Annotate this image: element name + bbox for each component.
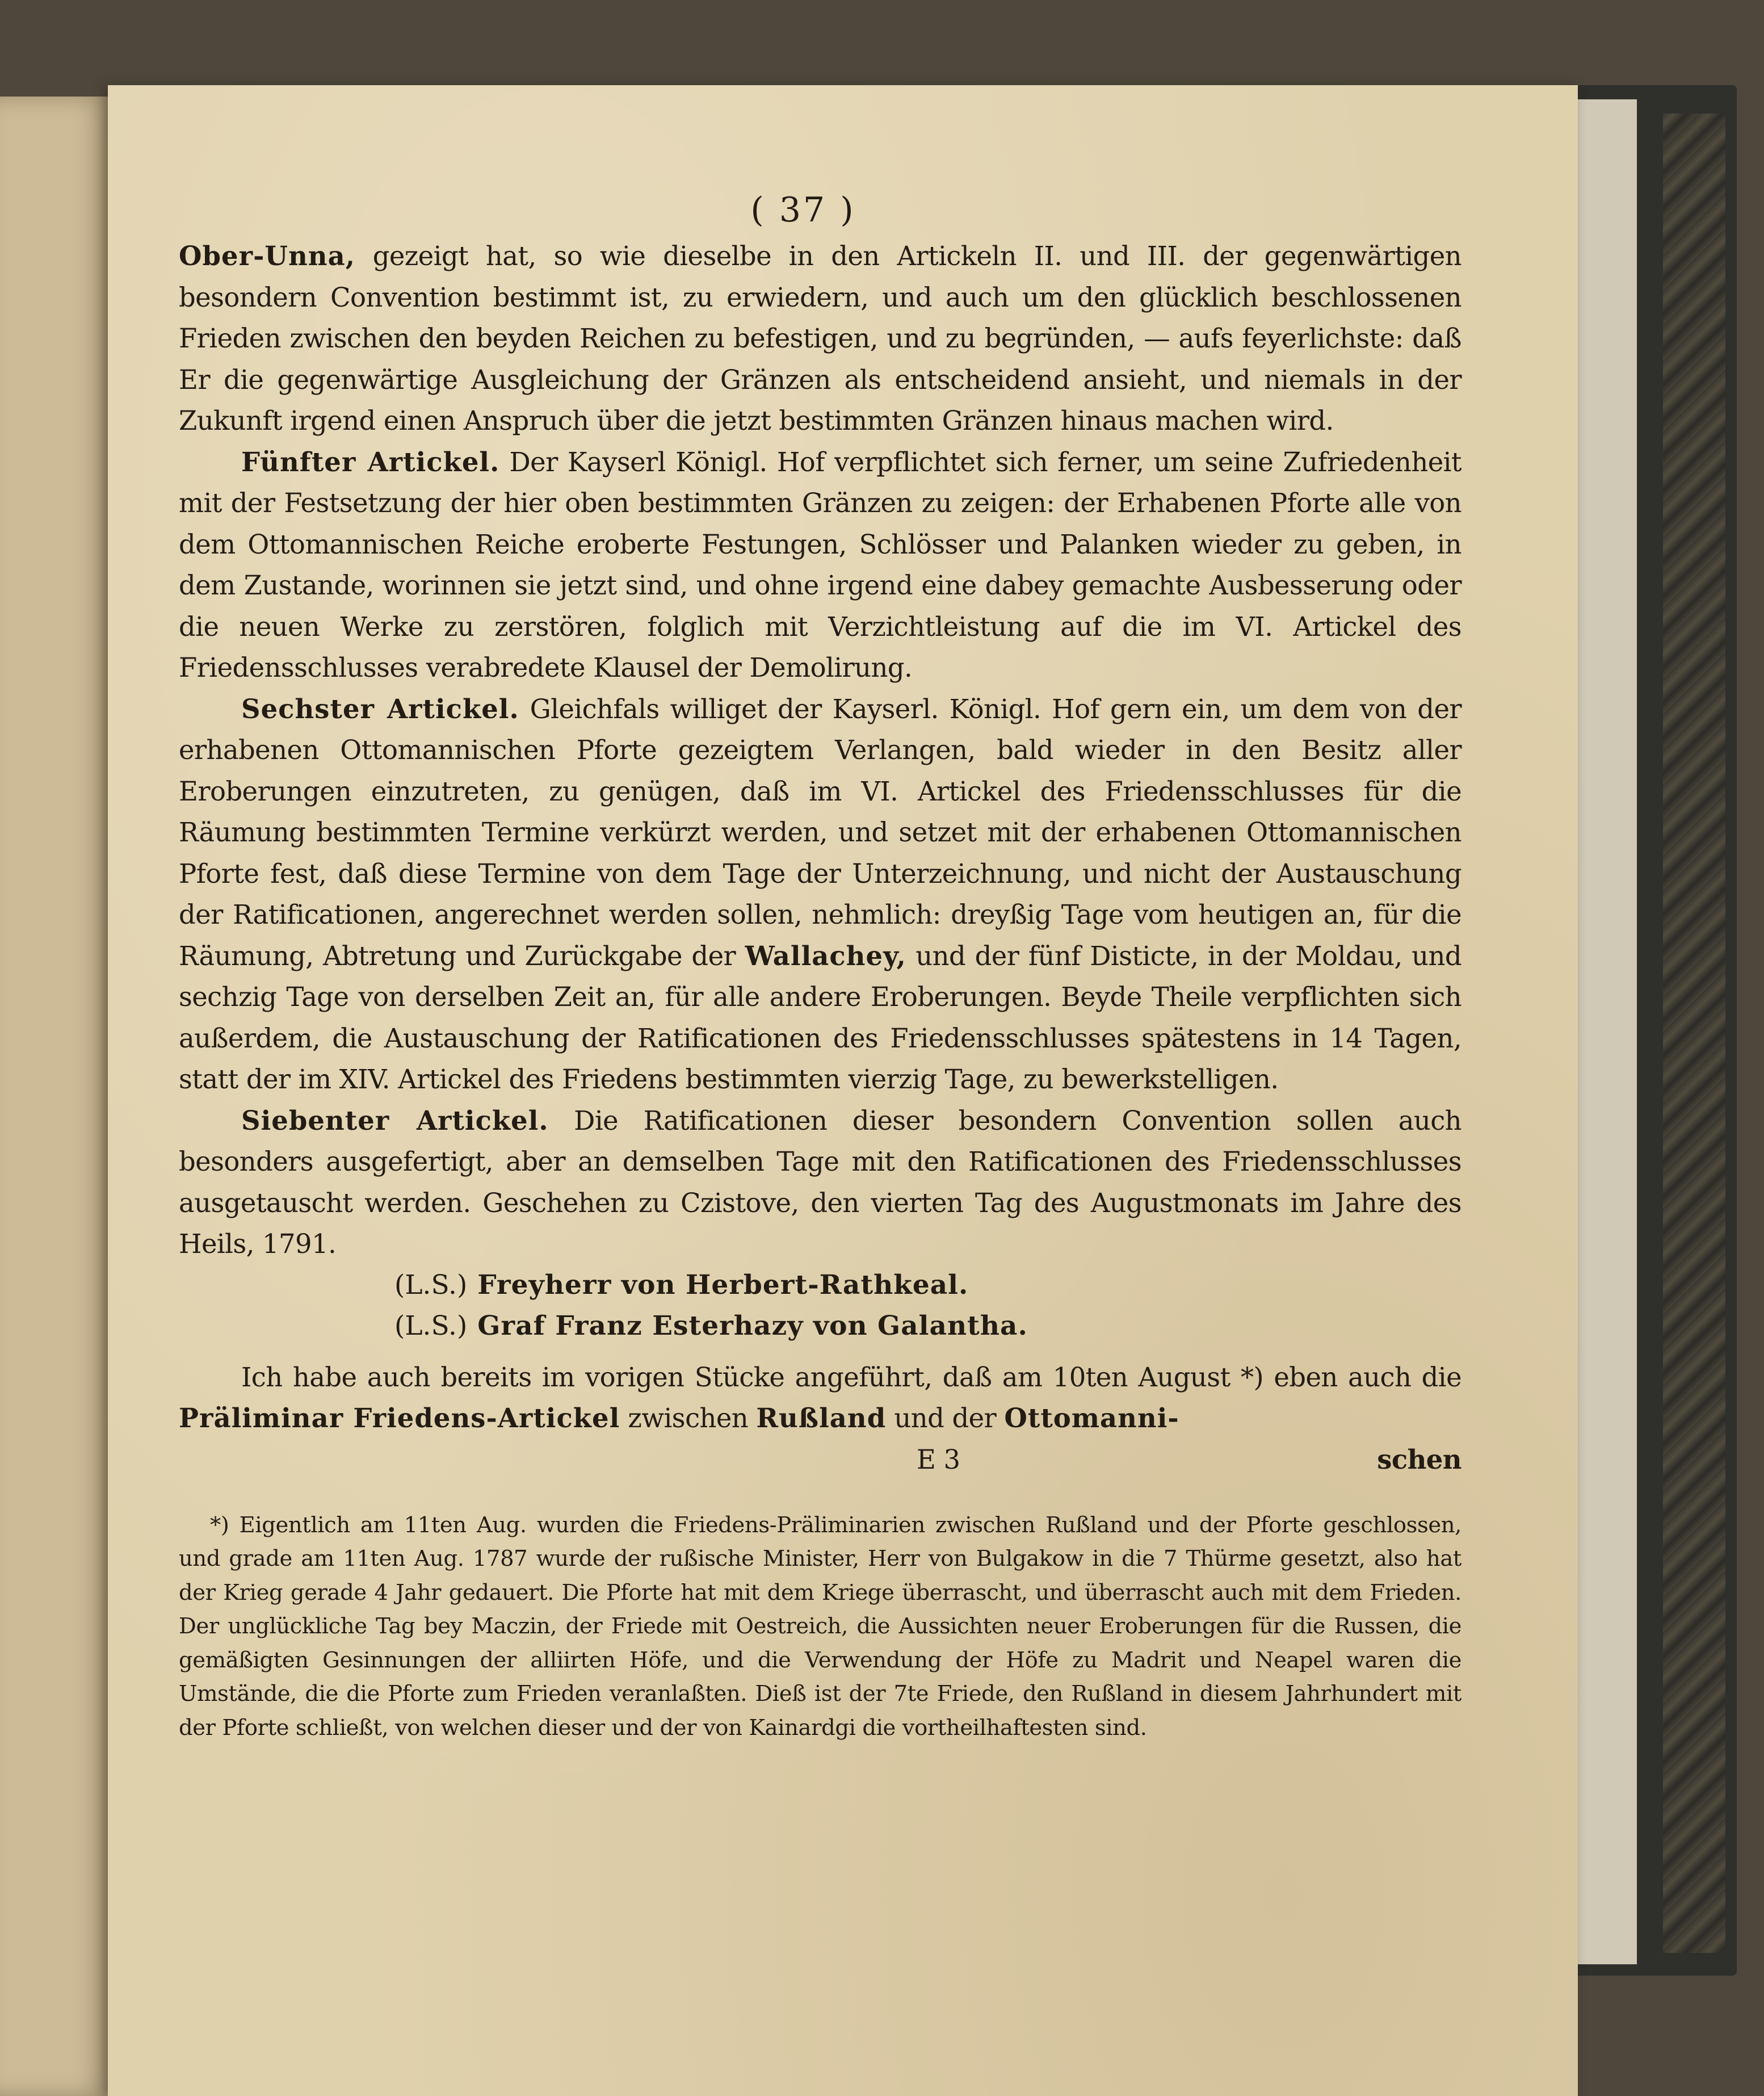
paragraph-article-5 <box>179 442 1461 689</box>
signature-line-1 <box>179 1265 1461 1306</box>
book-page <box>108 85 1578 2096</box>
emphasized-term: Präliminar Friedens-Artickel <box>179 1402 620 1433</box>
marbled-cover-edge <box>1663 114 1725 1953</box>
page-stack-edge <box>1572 99 1637 1964</box>
paragraph-text: Gleichfals williget der Kayserl. Königl. Hof gern ein, um dem von der erhabenen Ottomannischen Pforte gezeigtem Verlangen, bald wieder in den Besitz aller Eroberungen einzutreten, zu genügen, daß im VI. Artickel des Friedensschlusses für die Räumung bestimmten Termine verkürzt werden, und setzet mit der erhabenen Ottomannischen Pforte fest, daß diese Termine von dem Tage der Unterzeichnung, und nicht der Austauschung der Ratificationen, angerechnet werden sollen, nehmlich: dreyßig Tage vom heutigen an, für die Räumung, Abtretung und Zurückgabe der <box>179 693 1461 971</box>
page-content <box>179 190 1461 1745</box>
catchword: schen <box>1377 1443 1461 1475</box>
paragraph-text: und der fünf Disticte, in der Moldau, und sechzig Tage von derselben Zeit an, für alle andere Eroberungen. Beyde Theile verpflichten sich außerdem, die Austauschung der Ratificationen des Friedensschlusses spätestens in 14 Tagen, statt der im XIV. Artickel des Friedens bestimmten vierzig Tage, zu bewerkstelligen. <box>179 940 1462 1095</box>
closing-paragraph <box>179 1357 1461 1439</box>
seal-mark: (L.S.) <box>394 1269 468 1301</box>
paragraph-text: Ich habe auch bereits im vorigen Stücke angeführt, daß am 10ten August *) eben auch die <box>241 1361 1461 1393</box>
paragraph-text: gezeigt hat, so wie dieselbe in den Artickeln II. und III. der gegenwärtigen besondern Convention bestimmt ist, zu erwiedern, und auch um den glücklich beschlossenen Frieden zwischen den beyden Reichen zu befestigen, und zu begründen, — aufs feyerlichste: daß Er die gegenwärtige Ausgleichung der Gränzen als entscheidend ansieht, und niemals in der Zukunft irgend einen Anspruch über die jetzt bestimmten Gränzen hinaus machen wird. <box>179 241 1461 436</box>
paragraph-text: Der Kayserl Königl. Hof verpflichtet sich ferner, um seine Zufriedenheit mit der Festsetzung der hier oben bestimmten Gränzen zu zeigen: der Erhabenen Pforte alle von dem Ottomannischen Reiche eroberte Festungen, Schlösser und Palanken wieder zu geben, in dem Zustande, worinnen sie jetzt sind, und ohne irgend eine dabey gemachte Ausbesserung oder die neuen Werke zu zerstören, folglich mit Verzichtleistung auf die im VI. Artickel des Friedensschlusses verabredete Klausel der Demolirung. <box>179 446 1461 683</box>
place-name: Ober-Unna, <box>179 240 355 271</box>
paragraph-article-7 <box>179 1100 1461 1265</box>
facing-page-edge <box>0 97 114 2096</box>
paragraph-text: zwischen <box>620 1403 757 1433</box>
signatory-name: Graf Franz Esterhazy von Galantha. <box>477 1310 1028 1342</box>
seal-mark: (L.S.) <box>394 1310 468 1342</box>
paragraph-text: Die Ratificationen dieser besondern Convention sollen auch besonders ausgefertigt, aber an demselben Tage mit den Ratificationen des Friedensschlusses ausgetauscht werden. Geschehen zu Czistove, den vierten Tag des Augustmonats im Jahre des Heils, 1791. <box>179 1105 1461 1259</box>
signature-line-2 <box>179 1306 1461 1347</box>
signature-mark: E 3 <box>917 1444 960 1475</box>
paragraph-article-6 <box>179 689 1461 1100</box>
article-heading: Sechster Artickel. <box>241 693 519 724</box>
page-number-header: ( 37 ) <box>750 190 856 230</box>
emphasized-term: Rußland <box>756 1402 887 1433</box>
main-text <box>179 236 1461 1480</box>
article-heading: Siebenter Artickel. <box>241 1104 549 1136</box>
emphasized-term: Ottomanni- <box>1004 1402 1179 1433</box>
paragraph-text: und der <box>886 1403 1005 1433</box>
article-heading: Fünfter Artickel. <box>241 446 500 477</box>
signatory-name: Freyherr von Herbert-Rathkeal. <box>477 1269 969 1301</box>
paragraph-1 <box>179 236 1461 442</box>
place-name: Wallachey, <box>745 940 906 971</box>
signature-catchword-line <box>179 1439 1461 1480</box>
footnote: *) Eigentlich am 11ten Aug. wurden die Friedens-Präliminarien zwischen Rußland und der Pforte geschlossen, und grade am 11ten Aug. 1787 wurde der rußische Minister, Herr von Bulgakow in die 7 Thürme gesetzt, also hat der Krieg gerade 4 Jahr gedauert. Die Pforte hat mit dem Kriege überrascht, und überrascht auch mit dem Frieden. Der unglückliche Tag bey Maczin, der Friede mit Oestreich, die Aussichten neuer Eroberungen für die Russen, die gemäßigten Gesinnungen der alliirten Höfe, und die Verwendung der Höfe zu Madrit und Neapel waren die Umstände, die die Pforte zum Frieden veranlaßten. Dieß ist der 7te Friede, den Rußland in diesem Jahrhundert mit der Pforte schließt, von welchen dieser und der von Kainardgi die vortheilhaftesten sind. <box>179 1512 1461 1741</box>
